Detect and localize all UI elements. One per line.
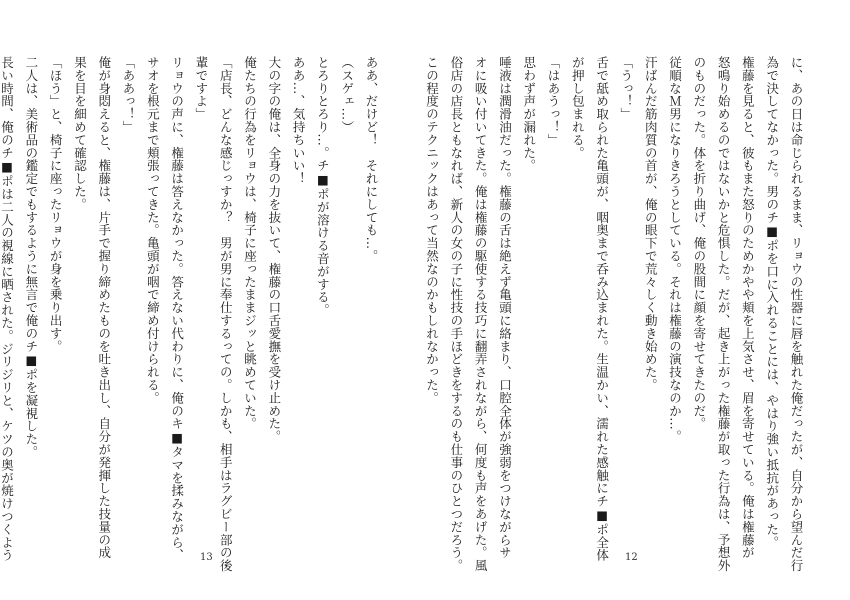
text-line: 「はあうっ！」 xyxy=(546,56,562,147)
left-page-number: 13 xyxy=(200,552,213,563)
text-line: 俺たちの行為をリョウは、椅子に座ったままジッと眺めていた。 xyxy=(242,56,258,431)
text-line: 権藤を見ると、彼もまた怒りのためかやや頬を上気させ、眉を寄せている。俺は権藤が xyxy=(740,56,756,560)
text-line: 「ああっ！」 xyxy=(121,56,137,134)
text-line: サオを根元まで頬張ってきた。亀頭が咽で締め付けられる。 xyxy=(145,56,161,405)
text-line: 長い時間、俺のチ■ポは二人の視線に晒された。ジリジリと、ケツの奥が焼けつくよう xyxy=(0,56,15,562)
text-line: 「店長、どんな感じっすか？ 男が男に奉仕するっての。しかも、相手はラグビー部の後 xyxy=(218,56,234,572)
text-line: リョウの声に、権藤は答えなかった。答えない代わりに、俺のキ■タマを揉みながら、 xyxy=(169,56,185,562)
text-line: 俗店の店長ともなれば、新人の女の子に性技の手ほどきをするのも仕事のひとつだろう。 xyxy=(448,56,464,572)
text-line: 輩ですよ」 xyxy=(193,56,209,121)
text-line: に、あの日は命じられるまま、リョウの性器に唇を触れた俺だったが、自分から望んだ行 xyxy=(789,56,804,572)
text-line: この程度のテクニックはあって当然なのかもしれなかった。 xyxy=(424,56,440,405)
text-line: 大の字の俺は、全身の力を抜いて、権藤の口舌愛撫を受け止めた。 xyxy=(266,56,282,443)
text-line: 汗ばんだ筋肉質の首が、俺の眼下で荒々しく動き始めた。 xyxy=(643,56,659,392)
text-line: 「うっ！」 xyxy=(618,56,634,121)
text-line: 唾液は潤滑油だった。権藤の舌は絶えず亀頭に絡まり、口腔全体が強弱をつけながらサ xyxy=(497,56,513,560)
text-line: 為で決してなかった。男のチ■ポを口に入れることには、やはり強い抵抗があった。 xyxy=(764,56,780,549)
text-line: 俺が身悶えると、権藤は、片手で握り締めたものを吐き出し、自分が発揮した技量の成 xyxy=(96,56,112,560)
text-line: 「ほう」と、椅子に座ったリョウが身を乗り出す。 xyxy=(48,56,64,353)
text-line: 怒鳴り始めるのではないかと危惧した。だが、起き上がった権藤が取った行為は、予想外 xyxy=(716,56,732,572)
text-line: ああ…、気持ちいい！ xyxy=(291,56,307,185)
text-line: 従順なＭ男になりきろうとしている。それは権藤の演技なのか…。 xyxy=(667,56,683,443)
text-line: 舌で舐め取られた亀頭が、咽奥まで呑み込まれた。生温かい、濡れた感触にチ■ポ全体 xyxy=(594,56,610,562)
right-page xyxy=(425,0,850,600)
text-line: ああ、だけど！ それにしても…。 xyxy=(364,56,379,263)
right-page-number: 12 xyxy=(625,552,638,563)
text-line: 果を目を細めて確認した。 xyxy=(72,56,88,211)
text-line: 思わず声が漏れた。 xyxy=(521,56,537,173)
text-line: オに吸い付いてきた。俺は権藤の駆使する技巧に翻弄されながら、何度も声をあげた。風 xyxy=(473,56,489,572)
text-line: （スゲェ…） xyxy=(339,56,355,134)
text-line: のものだった。体を折り曲げ、俺の股間に顔を寄せてきたのだ。 xyxy=(691,56,707,431)
text-line: とろりとろり…。チ■ポが溶ける音がする。 xyxy=(315,56,331,317)
text-line: 二人は、美術品の鑑定でもするように無言で俺のチ■ポを凝視した。 xyxy=(23,56,39,459)
text-line: が押し包まれる。 xyxy=(570,56,586,160)
